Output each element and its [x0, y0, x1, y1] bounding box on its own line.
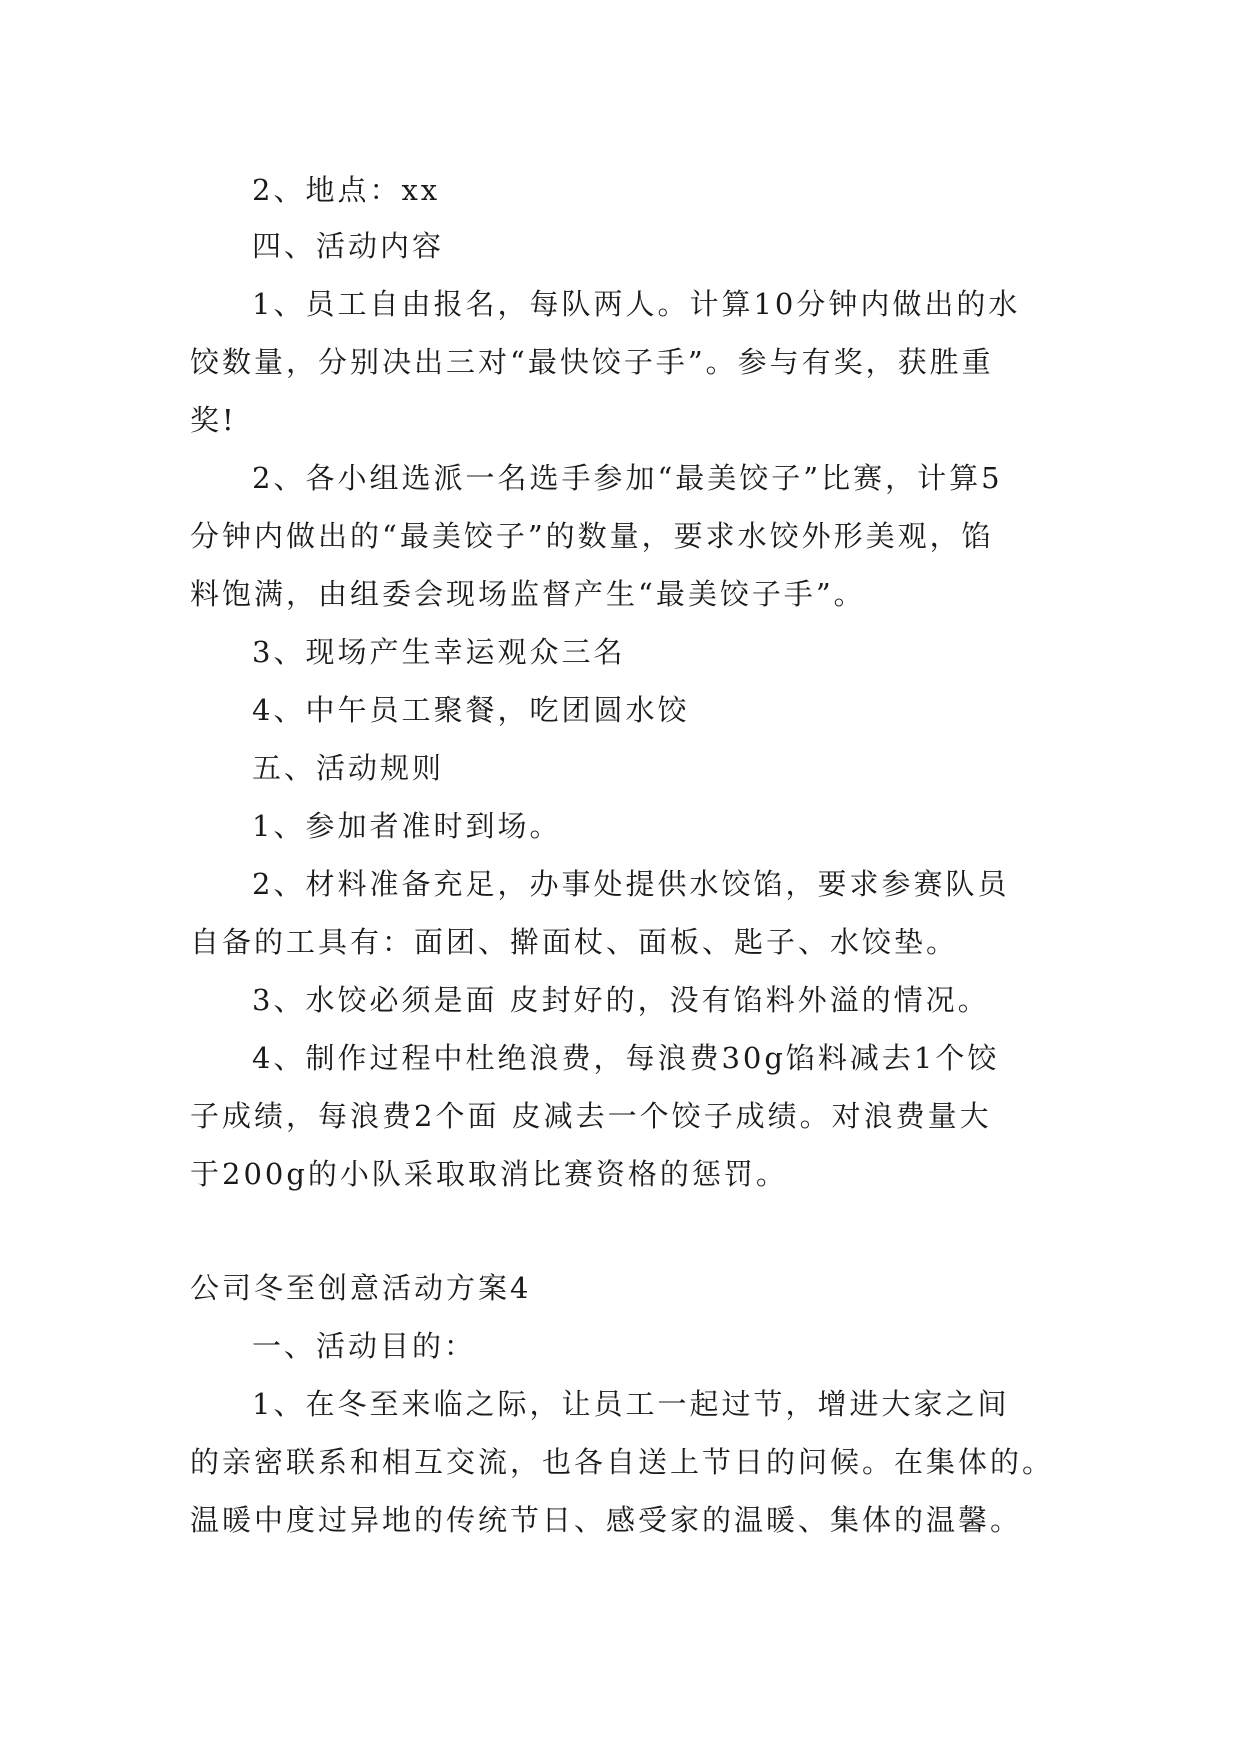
paragraph-line: 1、参加者准时到场。: [252, 809, 562, 843]
paragraph-line: 于200g的小队采取取消比赛资格的惩罚。: [190, 1157, 788, 1191]
section-heading-activity-rules: 五、活动规则: [252, 751, 445, 785]
document-section-title: 公司冬至创意活动方案4: [190, 1271, 532, 1305]
paragraph-line: 2、材料准备充足，办事处提供水饺馅，要求参赛队员: [252, 867, 1010, 901]
paragraph-line: 的亲密联系和相互交流，也各自送上节日的问候。在集体的。: [190, 1445, 1055, 1479]
paragraph-line: 4、中午员工聚餐，吃团圆水饺: [252, 693, 690, 727]
section-heading-activity-purpose: 一、活动目的：: [252, 1329, 477, 1363]
paragraph-line: 子成绩，每浪费2个面 皮减去一个饺子成绩。对浪费量大: [190, 1099, 992, 1133]
paragraph-line: 奖!: [190, 403, 237, 437]
paragraph-line: 3、现场产生幸运观众三名: [252, 635, 626, 669]
paragraph-line: 2、各小组选派一名选手参加“最美饺子”比赛，计算5: [252, 461, 1003, 495]
paragraph-line: 4、制作过程中杜绝浪费，每浪费30g馅料减去1个饺: [252, 1041, 1000, 1075]
paragraph-line: 温暖中度过异地的传统节日、感受家的温暖、集体的温馨。: [190, 1503, 1023, 1537]
paragraph-line: 饺数量，分别决出三对“最快饺子手”。参与有奖，获胜重: [190, 345, 994, 379]
paragraph-line: 1、在冬至来临之际，让员工一起过节，增进大家之间: [252, 1387, 1010, 1421]
section-heading-activity-content: 四、活动内容: [252, 229, 445, 263]
paragraph-line: 1、员工自由报名，每队两人。计算10分钟内做出的水: [252, 287, 1021, 321]
paragraph-line: 分钟内做出的“最美饺子”的数量，要求水饺外形美观，馅: [190, 519, 994, 553]
location-line: 2、地点：xx: [252, 173, 441, 207]
paragraph-line: 料饱满，由组委会现场监督产生“最美饺子手”。: [190, 577, 866, 611]
paragraph-line: 自备的工具有：面团、擀面杖、面板、匙子、水饺垫。: [190, 925, 959, 959]
paragraph-line: 3、水饺必须是面 皮封好的，没有馅料外溢的情况。: [252, 983, 990, 1017]
